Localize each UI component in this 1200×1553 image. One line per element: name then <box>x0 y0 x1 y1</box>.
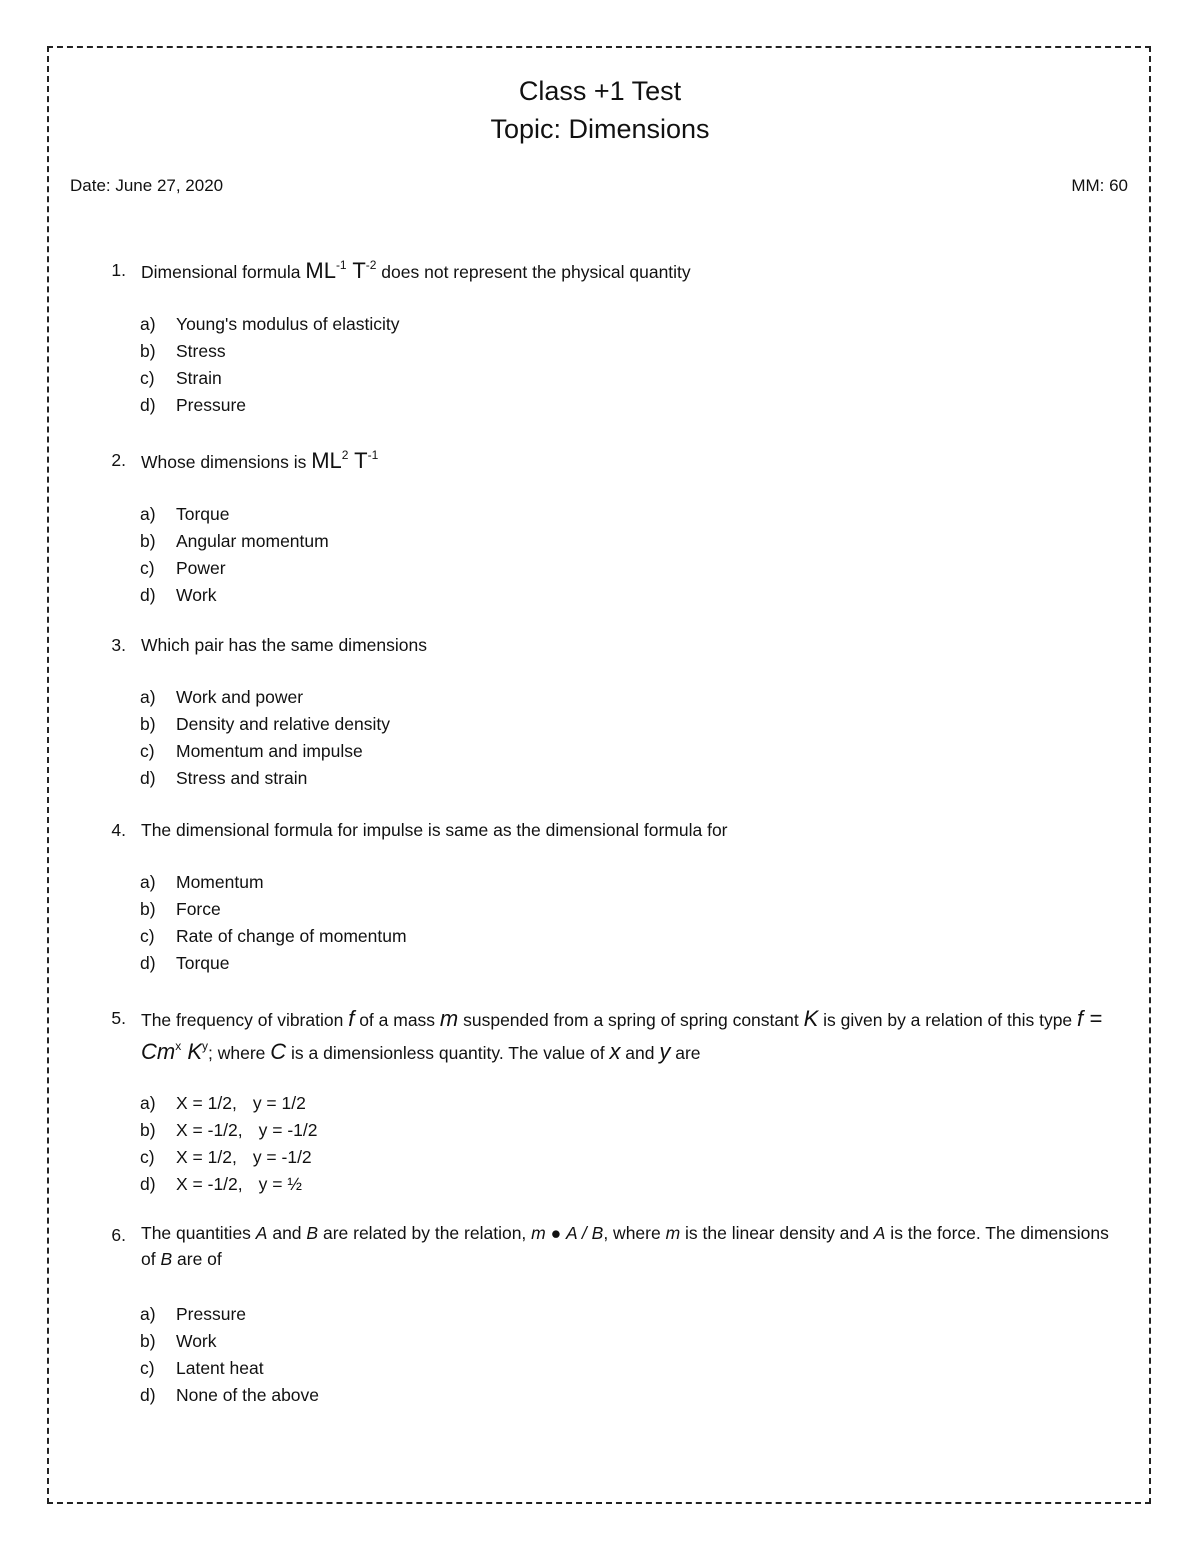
question-text: The dimensional formula for impulse is same as the dimensional formula for <box>141 820 728 840</box>
option-item <box>140 869 407 896</box>
option-label: a) <box>140 1093 156 1113</box>
option-text: Torque <box>176 504 230 524</box>
question-number: 6. <box>111 1225 126 1245</box>
option-text: Work <box>176 1331 217 1351</box>
options-2 <box>140 501 329 609</box>
relation-symbol: ● <box>545 1223 567 1243</box>
var-b: B <box>306 1223 319 1243</box>
option-y: y = -1/2 <box>258 1120 318 1140</box>
test-title: Class +1 Test <box>518 76 682 106</box>
option-label: a) <box>140 872 156 892</box>
option-label: d) <box>140 1174 156 1194</box>
text-segment: The quantities <box>141 1223 256 1243</box>
option-label: c) <box>140 926 155 946</box>
option-x: X = 1/2, <box>176 1093 237 1113</box>
question-number: 3. <box>111 635 126 655</box>
var-y: y <box>659 1039 671 1064</box>
option-text: Work and power <box>176 687 304 707</box>
var-b: B <box>160 1249 173 1269</box>
text-segment: are related by the relation, <box>318 1223 532 1243</box>
text-segment: is the linear density and <box>680 1223 874 1243</box>
text-segment: The frequency of vibration <box>141 1010 349 1030</box>
option-label: b) <box>140 531 156 551</box>
option-label: a) <box>140 687 156 707</box>
var-m: m <box>439 1006 459 1031</box>
option-x: X = -1/2, <box>176 1120 243 1140</box>
text-segment: does not represent the physical quantity <box>376 262 691 282</box>
option-item <box>140 582 329 609</box>
text-segment: suspended from a spring of spring constant <box>458 1010 804 1030</box>
option-item <box>140 555 329 582</box>
option-label: b) <box>140 899 156 919</box>
formula-ml: ML <box>305 258 336 283</box>
option-item <box>140 311 400 338</box>
option-label: c) <box>140 558 155 578</box>
var-a: A <box>873 1223 886 1243</box>
text-segment: are <box>670 1043 701 1063</box>
option-label: a) <box>140 314 156 334</box>
option-label: d) <box>140 395 156 415</box>
option-item <box>140 1117 318 1144</box>
text-segment: Whose dimensions is <box>141 452 312 472</box>
formula-t: T <box>348 448 368 473</box>
options-4 <box>140 869 407 977</box>
var-x: x <box>609 1039 621 1064</box>
option-label: b) <box>140 1331 156 1351</box>
formula-ml: ML <box>311 448 342 473</box>
option-label: d) <box>140 768 156 788</box>
option-item <box>140 738 390 765</box>
option-item <box>140 392 400 419</box>
option-text: Power <box>176 558 226 578</box>
options-1 <box>140 311 400 419</box>
option-label: b) <box>140 341 156 361</box>
text-segment: of a mass <box>354 1010 440 1030</box>
question-text <box>141 445 1116 478</box>
option-item <box>140 1171 318 1198</box>
option-item <box>140 896 407 923</box>
question-text: Which pair has the same dimensions <box>141 635 427 655</box>
option-text: Young's modulus of elasticity <box>176 314 400 334</box>
var-c: C <box>270 1039 287 1064</box>
question-number: 4. <box>111 820 126 840</box>
text-segment: is a dimensionless quantity. The value of <box>286 1043 610 1063</box>
test-date: Date: June 27, 2020 <box>70 176 224 195</box>
option-text: Angular momentum <box>176 531 329 551</box>
text-segment: ; where <box>208 1043 271 1063</box>
equation: f = Cm <box>141 1006 1103 1064</box>
option-text: None of the above <box>176 1385 320 1405</box>
text-segment: are of <box>172 1249 222 1269</box>
option-item <box>140 365 400 392</box>
option-text: Strain <box>176 368 222 388</box>
option-y: y = ½ <box>258 1174 302 1194</box>
option-label: c) <box>140 1147 155 1167</box>
option-text: Force <box>176 899 221 919</box>
question-text <box>141 1220 1116 1272</box>
option-item <box>140 1355 319 1382</box>
option-label: d) <box>140 953 156 973</box>
option-item <box>140 923 407 950</box>
text-segment: is given by a relation of this type <box>818 1010 1078 1030</box>
option-text: Momentum and impulse <box>176 741 363 761</box>
option-label: c) <box>140 1358 155 1378</box>
option-text: Pressure <box>176 1304 247 1324</box>
option-item <box>140 528 329 555</box>
option-label: a) <box>140 504 156 524</box>
text-segment: is the force. The dimensions of <box>141 1223 1109 1269</box>
option-text: Rate of change of momentum <box>176 926 407 946</box>
option-label: c) <box>140 368 155 388</box>
exponent: 2 <box>341 448 349 462</box>
question-text <box>141 255 1116 288</box>
option-text: Pressure <box>176 395 247 415</box>
option-label: d) <box>140 585 156 605</box>
option-text: Density and relative density <box>176 714 390 734</box>
options-6 <box>140 1301 319 1409</box>
var-a: A <box>255 1223 268 1243</box>
text-segment: and <box>267 1223 307 1243</box>
option-label: b) <box>140 714 156 734</box>
var-m: m <box>531 1223 546 1243</box>
option-x: X = -1/2, <box>176 1174 243 1194</box>
option-item <box>140 765 390 792</box>
option-item <box>140 501 329 528</box>
option-text: Latent heat <box>176 1358 264 1378</box>
exponent: x <box>175 1039 182 1053</box>
option-text: Work <box>176 585 217 605</box>
option-item <box>140 684 390 711</box>
text-segment: and <box>620 1043 660 1063</box>
text-segment: , where <box>603 1223 666 1243</box>
var-f: f <box>348 1006 355 1031</box>
option-text: Stress and strain <box>176 768 308 788</box>
option-y: y = -1/2 <box>252 1147 312 1167</box>
option-item <box>140 338 400 365</box>
var-m: m <box>665 1223 681 1243</box>
exponent: -1 <box>335 258 347 272</box>
option-label: c) <box>140 741 155 761</box>
option-y: y = 1/2 <box>252 1093 306 1113</box>
options-3 <box>140 684 390 792</box>
var-k: K <box>803 1006 819 1031</box>
option-item <box>140 1144 318 1171</box>
option-item <box>140 1382 319 1409</box>
var-k: K <box>181 1039 203 1064</box>
exponent: y <box>202 1039 209 1053</box>
options-5 <box>140 1090 318 1198</box>
option-label: b) <box>140 1120 156 1140</box>
question-number: 5. <box>111 1008 126 1028</box>
formula-t: T <box>346 258 366 283</box>
option-text: Torque <box>176 953 230 973</box>
test-topic: Topic: Dimensions <box>490 114 710 144</box>
question-number: 1. <box>111 260 126 280</box>
text-segment: Dimensional formula <box>141 262 306 282</box>
option-item <box>140 1328 319 1355</box>
max-marks: MM: 60 <box>1071 176 1128 195</box>
option-item <box>140 1090 318 1117</box>
option-item <box>140 950 407 977</box>
option-item <box>140 711 390 738</box>
exponent: -1 <box>367 448 379 462</box>
question-number: 2. <box>111 450 126 470</box>
option-text: Momentum <box>176 872 264 892</box>
option-label: d) <box>140 1385 156 1405</box>
option-label: a) <box>140 1304 156 1324</box>
option-item <box>140 1301 319 1328</box>
question-text <box>141 1003 1116 1069</box>
option-x: X = 1/2, <box>176 1147 237 1167</box>
exponent: -2 <box>365 258 377 272</box>
relation: A / B <box>566 1223 604 1243</box>
option-text: Stress <box>176 341 226 361</box>
